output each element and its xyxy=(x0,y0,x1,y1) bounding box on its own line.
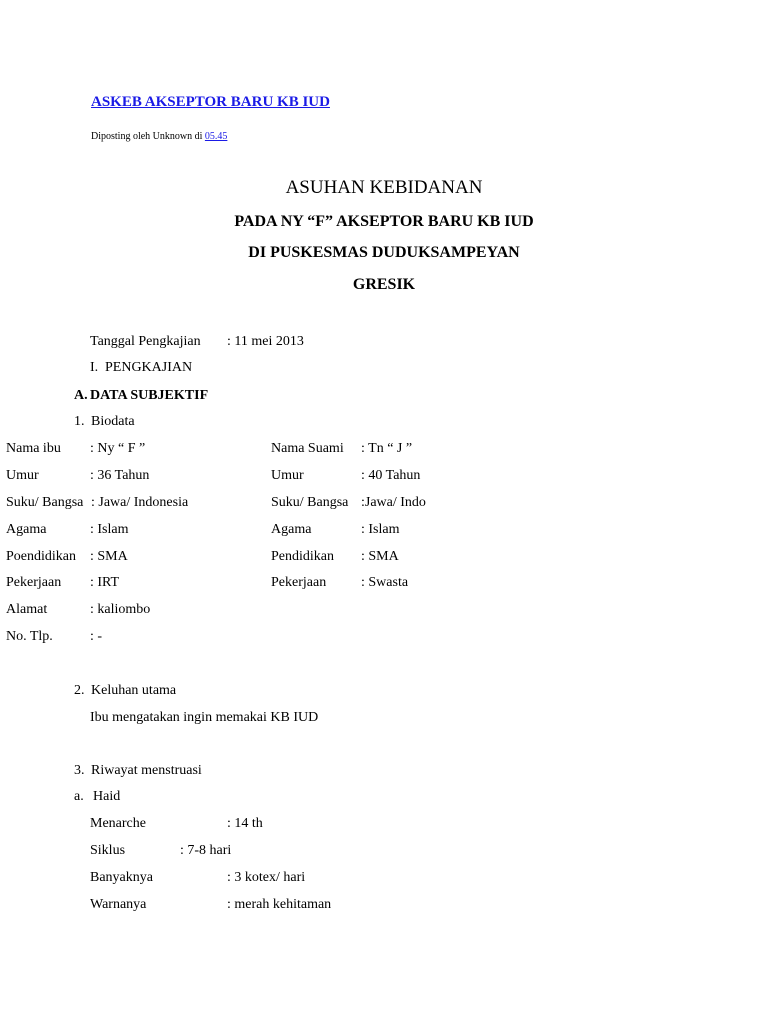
date-label: Tanggal Pengkajian xyxy=(90,334,201,349)
sub-a-number: a. xyxy=(74,789,84,804)
item-3-number: 3. xyxy=(74,763,85,778)
item-2-title: Keluhan utama xyxy=(91,683,177,698)
doc-subtitle-1: PADA NY “F” AKSEPTOR BARU KB IUD xyxy=(234,213,534,230)
biodata-value: : IRT xyxy=(90,575,120,590)
item-1-number: 1. xyxy=(74,414,85,429)
biodata-value: : 36 Tahun xyxy=(90,468,150,483)
biodata-label-suami: Suku/ Bangsa xyxy=(271,495,349,510)
post-title-link[interactable]: ASKEB AKSEPTOR BARU KB IUD xyxy=(91,94,330,110)
section-1-title: PENGKAJIAN xyxy=(105,360,193,375)
biodata-value: : Ny “ F ” xyxy=(90,441,146,456)
biodata-value-suami: :Jawa/ Indo xyxy=(361,495,426,510)
item-1-title: Biodata xyxy=(91,414,135,429)
haid-value: : 3 kotex/ hari xyxy=(227,870,306,885)
biodata-label-suami: Pekerjaan xyxy=(271,575,327,590)
sub-a-title: Haid xyxy=(93,789,121,804)
biodata-value-suami: : Islam xyxy=(361,522,400,537)
date-value: : 11 mei 2013 xyxy=(227,334,304,349)
keluhan-text: Ibu mengatakan ingin memakai KB IUD xyxy=(90,710,319,725)
section-a-number: A. xyxy=(74,388,88,403)
biodata-value-suami: : Tn “ J ” xyxy=(361,441,413,456)
biodata-label: Nama ibu xyxy=(6,441,61,456)
biodata-value-suami: : Swasta xyxy=(361,575,409,590)
biodata-label: Umur xyxy=(6,468,39,483)
post-time-link[interactable]: 05.45 xyxy=(204,131,228,142)
doc-subtitle-3: GRESIK xyxy=(352,276,416,293)
biodata-label-suami: Umur xyxy=(271,468,304,483)
doc-subtitle-2: DI PUSKESMAS DUDUKSAMPEYAN xyxy=(248,244,520,261)
item-2-number: 2. xyxy=(74,683,85,698)
biodata-value-suami: : 40 Tahun xyxy=(361,468,421,483)
biodata-label-suami: Nama Suami xyxy=(271,441,344,456)
biodata-label: No. Tlp. xyxy=(6,629,53,644)
byline-prefix: Diposting oleh Unknown di xyxy=(91,131,203,142)
biodata-value: : Jawa/ Indonesia xyxy=(91,495,189,510)
biodata-label: Alamat xyxy=(6,602,48,617)
biodata-label: Agama xyxy=(6,522,47,537)
haid-label: Siklus xyxy=(90,843,126,858)
haid-label: Warnanya xyxy=(90,897,147,912)
item-3-title: Riwayat menstruasi xyxy=(91,763,202,778)
haid-label: Menarche xyxy=(90,816,146,831)
biodata-value-suami: : SMA xyxy=(361,549,399,564)
biodata-label: Pekerjaan xyxy=(6,575,62,590)
haid-label: Banyaknya xyxy=(90,870,153,885)
biodata-label: Poendidikan xyxy=(6,549,76,564)
biodata-value: : SMA xyxy=(90,549,128,564)
doc-title: ASUHAN KEBIDANAN xyxy=(285,177,483,198)
section-a-title: DATA SUBJEKTIF xyxy=(90,388,209,403)
haid-value: : 14 th xyxy=(227,816,263,831)
section-1-number: I. xyxy=(90,360,99,375)
byline xyxy=(91,131,227,142)
biodata-label: Suku/ Bangsa xyxy=(6,495,84,510)
biodata-value: : kaliombo xyxy=(90,602,151,617)
biodata-label-suami: Pendidikan xyxy=(271,549,334,564)
biodata-label-suami: Agama xyxy=(271,522,312,537)
biodata-value: : Islam xyxy=(90,522,129,537)
haid-value: : merah kehitaman xyxy=(227,897,332,912)
biodata-value: : - xyxy=(90,629,103,644)
haid-value: : 7-8 hari xyxy=(180,843,232,858)
